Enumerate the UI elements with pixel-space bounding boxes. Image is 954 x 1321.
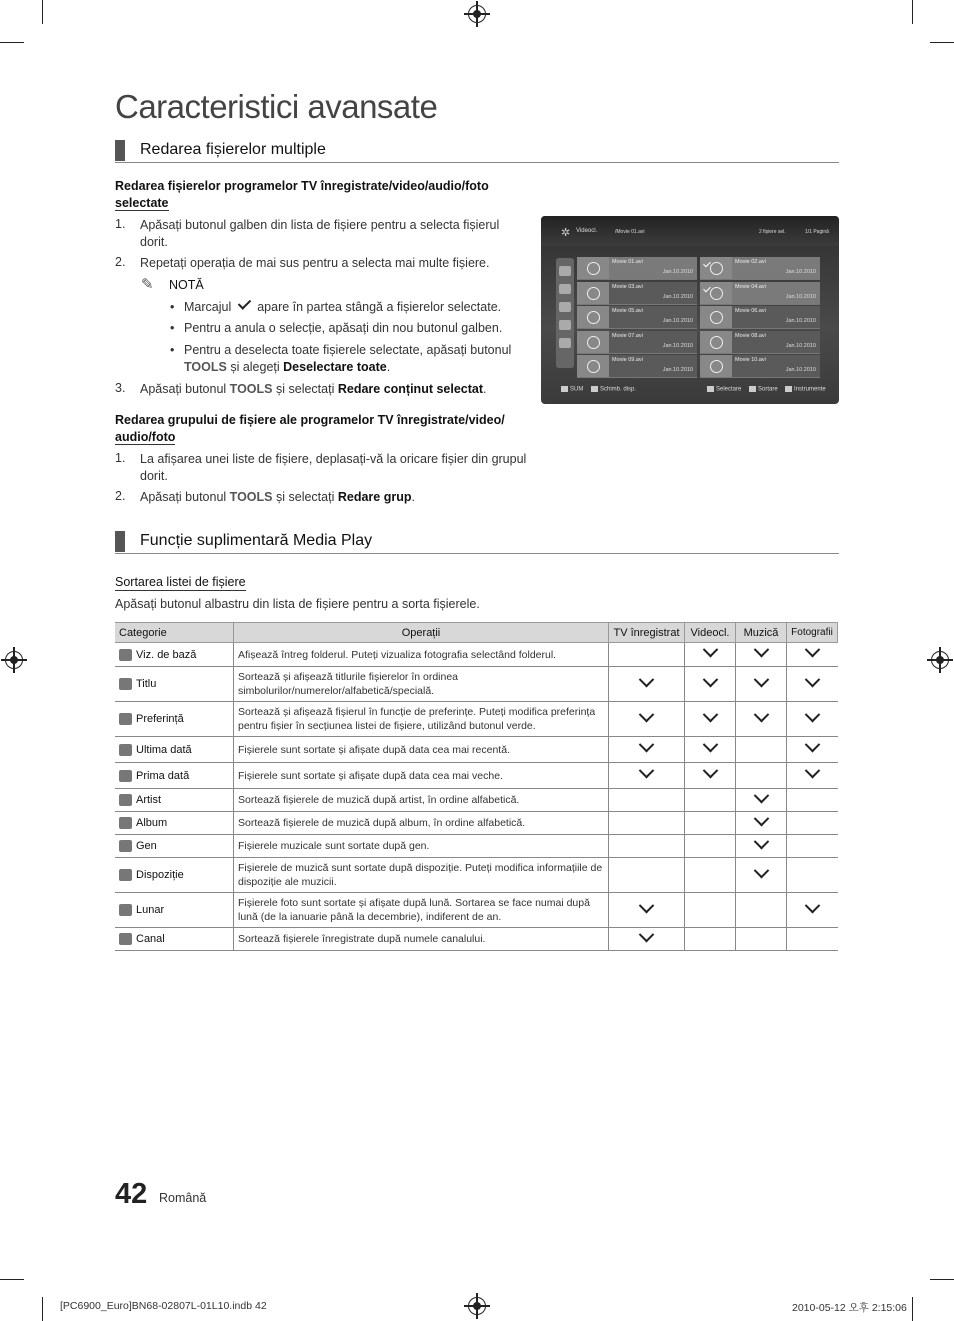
step-bold: Redare grup [337,490,412,504]
table-header-row [115,623,838,643]
tv-file-date: Jan.10.2010 [662,367,693,373]
tv-footer-tools-label: Instrumente [794,386,826,393]
check-icon [753,833,769,849]
category [119,743,229,757]
crop-mark [0,42,24,43]
tv-page: 1/1 Pagină [805,229,829,235]
table-row [115,667,838,702]
col-header: Categorie [115,623,234,643]
section-heading [115,140,839,163]
category [119,677,229,691]
tv-file-item[interactable] [577,257,697,280]
registration-mark-icon [5,651,23,669]
table-row [115,737,838,763]
date-icon [559,320,571,330]
step-number: 1. [115,451,126,465]
check-icon [804,763,820,779]
tv-file-name: Movie 07.avi [612,332,643,339]
section-bar [115,531,125,552]
operation-cell: Sortează fișierele înregistrate după numele canalului. [234,928,609,951]
check-icon [702,706,718,722]
check-icon [639,763,655,779]
support-cell-tv [609,763,685,789]
category [119,648,229,662]
checkmark-icon [238,296,251,309]
step-text-line: Apăsați butonul galben din lista de fișiere pentru a selecta fișierul [140,218,500,232]
step-text [140,381,487,398]
category-label: Artist [136,794,162,806]
check-icon [753,706,769,722]
support-cell-vid [685,789,736,812]
category-cell [115,789,234,812]
tv-path: /Movie 01.avi [615,229,645,235]
support-cell-vid [685,667,736,702]
subsection-title [115,574,246,591]
category-cell [115,835,234,858]
support-cell-mus [736,702,787,737]
support-cell-tv [609,702,685,737]
film-reel-icon [587,360,600,373]
registration-mark-icon [468,5,486,23]
category [119,816,229,830]
section-heading [115,531,839,554]
note-icon: ✎ [141,276,154,293]
category-label: Gen [136,840,157,852]
check-icon [804,737,820,753]
tv-file-name: Movie 03.avi [612,283,643,290]
support-cell-mus [736,643,787,667]
check-icon [702,737,718,753]
support-cell-vid [685,835,736,858]
operation-cell: Sortează și afișează titlurile fișierelor în ordinea simbolurilor/numerelor/alfabetică/specială. [234,667,609,702]
channel-icon [119,933,132,945]
support-cell-tv [609,737,685,763]
tv-footer-change-label: Schimb. disp. [600,386,637,393]
crop-mark [42,0,43,24]
film-reel-icon [587,262,600,275]
tv-footer-sort [749,386,778,393]
operation-cell: Fișierele sunt sortate și afișate după data cea mai recentă. [234,737,609,763]
page-language: Română [159,1191,207,1205]
category-cell [115,667,234,702]
support-cell-foto [787,812,838,835]
category [119,712,229,726]
support-cell-mus [736,737,787,763]
support-cell-mus [736,667,787,702]
check-icon [804,706,820,722]
category [119,903,229,917]
bullet-dot: • [170,300,175,314]
support-cell-tv [609,858,685,893]
bullet-text-part: . [386,360,391,374]
tv-file-date: Jan.10.2010 [785,342,816,349]
thumbnail [700,355,732,377]
category-label: Ultima dată [136,743,192,756]
video-icon: ✲ [561,227,571,239]
tv-file-date: Jan.10.2010 [662,318,693,324]
support-cell-foto [787,667,838,702]
table-row [115,789,838,812]
table-row [115,643,838,667]
tv-file-date: Jan.10.2010 [662,342,693,349]
support-cell-mus [736,928,787,951]
operation-cell: Fișierele de muzică sunt sortate după dispoziție. Puteți modifica informațiile de dispoziție ale muzicii. [234,858,609,893]
support-cell-mus [736,893,787,928]
thumbnail [577,257,609,279]
tv-file-date: Jan.10.2010 [662,269,693,275]
folder-icon [119,649,132,661]
subsection-title-line: selectate [115,196,169,210]
tv-file-item[interactable] [700,306,820,329]
tv-file-name: Movie 06.avi [735,308,766,314]
support-cell-tv [609,835,685,858]
tv-footer-left [561,386,583,393]
a-key-icon [591,386,598,392]
page-title: Caracteristici avansate [115,88,438,125]
tv-selected-count: 2 fișiere sel. [759,229,786,235]
support-cell-tv [609,643,685,667]
support-cell-tv [609,667,685,702]
step-text-line: dorit. [140,235,168,249]
title-icon [119,678,132,690]
check-icon [753,810,769,826]
film-reel-icon [710,360,723,373]
check-icon [702,671,718,687]
tv-category-sidebar [556,258,574,368]
support-cell-tv [609,893,685,928]
intro-text: Apăsați butonul albastru din lista de fișiere pentru a sorta fișierele. [115,597,480,611]
crop-mark [912,0,913,24]
tv-file-item[interactable] [700,355,820,378]
check-icon [639,926,655,942]
subsection-title [115,412,515,446]
category-cell [115,702,234,737]
crop-mark [912,1297,913,1321]
bullet-text [184,299,501,316]
support-cell-mus [736,835,787,858]
tv-file-name: Movie 05.avi [612,308,643,314]
crop-mark [930,42,954,43]
thumbnail [700,257,732,279]
support-cell-vid [685,893,736,928]
film-reel-icon [710,287,723,300]
category-cell [115,737,234,763]
category-cell [115,763,234,789]
tv-footer-select [707,386,741,393]
date-icon [559,302,571,312]
c-key-icon [707,386,714,392]
category-label: Canal [136,933,165,945]
category [119,769,229,783]
category-label: Preferință [136,713,184,725]
artist-icon [119,794,132,806]
subsection-title [115,178,515,212]
tv-footer-sort-label: Sortare [758,386,778,393]
footer-timestamp: 2010-05-12 오후 2:15:06 [792,1302,907,1314]
film-reel-icon [710,262,723,275]
operation-cell: Sortează fișierele de muzică după album, în ordine alfabetică. [234,812,609,835]
category-label: Dispoziție [136,869,184,881]
calendar-icon [119,744,132,756]
table-row [115,928,838,951]
tv-file-name: Movie 01.avi [612,259,643,265]
col-header: Muzică [736,623,787,643]
bullet-dot: • [170,343,175,357]
support-cell-foto [787,702,838,737]
bullet-text-part: apare în partea stângă a fișierelor selectate. [257,300,502,314]
tools-key: TOOLS [184,360,227,374]
note-label: NOTĂ [169,278,204,292]
support-cell-foto [787,858,838,893]
table-row [115,763,838,789]
tv-file-item[interactable] [700,331,820,354]
support-cell-foto [787,893,838,928]
channel-icon [559,338,571,348]
d-key-icon [749,386,756,392]
month-icon [119,904,132,916]
category-cell [115,893,234,928]
support-cell-vid [685,928,736,951]
operation-cell: Sortează fișierele de muzică după artist, în ordine alfabetică. [234,789,609,812]
check-icon [753,642,769,658]
support-cell-foto [787,835,838,858]
thumbnail [577,355,609,377]
operation-cell: Fișierele sunt sortate și afișate după data cea mai veche. [234,763,609,789]
support-cell-mus [736,789,787,812]
film-reel-icon [587,336,600,349]
check-icon [639,706,655,722]
crop-mark [0,1279,24,1280]
category-cell [115,928,234,951]
thumbnail [577,282,609,304]
folder-icon [559,266,571,276]
page-number: 42 [115,1178,148,1210]
bullet-text: Pentru a anula o selecție, apăsați din nou butonul galben. [184,321,503,335]
film-reel-icon [587,287,600,300]
film-reel-icon [710,336,723,349]
subsection-title-text: Sortarea listei de fișiere [115,575,246,589]
category-label: Lunar [136,904,165,916]
thumbnail [577,306,609,328]
category-cell [115,812,234,835]
mood-icon [119,869,132,881]
tv-footer-change [591,386,636,393]
tools-icon [785,386,792,392]
category [119,839,229,853]
support-cell-tv [609,812,685,835]
check-icon [753,671,769,687]
table-row [115,893,838,928]
category-label: Titlu [136,678,157,690]
star-icon [119,713,132,725]
genre-icon [119,840,132,852]
album-icon [119,817,132,829]
step-bold: Redare conținut selectat [337,382,484,396]
crop-mark [42,1297,43,1321]
support-cell-vid [685,763,736,789]
support-cell-vid [685,643,736,667]
step-text-line: dorit. [140,469,168,483]
bullet-text-line: Pentru a deselecta toate fișierele selectate, apăsați butonul [184,343,512,357]
support-cell-mus [736,763,787,789]
support-cell-vid [685,858,736,893]
tv-screenshot [541,216,839,404]
title-icon [559,284,571,294]
tv-file-date: Jan.10.2010 [785,269,816,275]
registration-mark-icon [931,651,949,669]
category [119,868,229,882]
subsection-title-line: Redarea fișierelor programelor TV înregistrate/video/audio/foto [115,179,489,193]
tv-file-date: Jan.10.2010 [785,293,816,300]
bullet-text [184,342,524,376]
film-reel-icon [587,311,600,324]
bullet-text-part: Marcajul [184,300,232,314]
tv-file-item[interactable] [700,257,820,280]
step-number: 3. [115,381,126,395]
operation-cell: Sortează și afișează fișierul în funcție de preferințe. Puteți modifica preferința pentru fișier în secțiunea listei de fișiere, utilizând butonul verde. [234,702,609,737]
check-icon [639,737,655,753]
section-title: Redarea fișierelor multiple [140,141,326,158]
support-cell-foto [787,643,838,667]
col-header: TV înregistrat [609,623,685,643]
support-cell-foto [787,789,838,812]
support-cell-tv [609,789,685,812]
tv-footer-sum: SUM [570,386,584,393]
bullet-text-part: și alegeți [230,360,280,374]
col-header: Videocl. [685,623,736,643]
tv-footer [561,383,833,395]
thumbnail [700,306,732,328]
tv-file-date: Jan.10.2010 [785,318,816,324]
table-row [115,812,838,835]
step-text [140,217,520,251]
calendar-icon [119,770,132,782]
step-text-part: . [483,382,487,396]
check-icon [753,787,769,803]
support-cell-vid [685,812,736,835]
film-reel-icon [710,311,723,324]
table-row [115,858,838,893]
step-text-part: și selectați [276,382,335,396]
section-bar [115,140,125,161]
tv-footer-tools [785,386,826,393]
step-text [140,451,530,485]
support-cell-vid [685,702,736,737]
tv-file-name: Movie 09.avi [612,357,643,363]
category-cell [115,643,234,667]
support-cell-foto [787,928,838,951]
tv-title: Videocl. [576,228,598,234]
check-icon [639,671,655,687]
operation-cell: Afișează întreg folderul. Puteți vizualiza fotografia selectând folderul. [234,643,609,667]
sum-icon [561,386,568,392]
col-header: Operații [234,623,609,643]
check-icon [702,642,718,658]
category-cell [115,858,234,893]
tv-file-name: Movie 04.avi [735,283,766,290]
step-text-part: . [411,490,415,504]
tv-file-item[interactable] [577,282,697,305]
sort-table [115,622,838,951]
tools-key: TOOLS [229,382,273,396]
tv-file-item[interactable] [577,355,697,378]
step-text-part: Apăsați butonul [140,382,227,396]
operation-cell: Fișierele muzicale sunt sortate după gen. [234,835,609,858]
support-cell-foto [787,737,838,763]
support-cell-mus [736,812,787,835]
category [119,932,229,946]
crop-mark [930,1279,954,1280]
category-label: Prima dată [136,769,190,782]
step-number: 2. [115,489,126,503]
tv-file-name: Movie 10.avi [735,357,766,363]
step-text-part: și selectați [276,490,335,504]
thumbnail [700,331,732,353]
check-icon [639,897,655,913]
footer-file-info: [PC6900_Euro]BN68-02807L-01L10.indb 42 [60,1300,267,1312]
col-header: Fotografii [787,623,838,643]
check-icon [804,671,820,687]
support-cell-vid [685,737,736,763]
subsection-title-line: audio/foto [115,430,176,444]
step-number: 2. [115,255,126,269]
tv-file-item[interactable] [700,282,820,305]
step-text: Repetați operația de mai sus pentru a selecta mai multe fișiere. [140,256,490,270]
tv-file-name: Movie 08.avi [735,332,766,339]
table-row [115,702,838,737]
thumbnail [577,331,609,353]
step-text-line: La afișarea unei liste de fișiere, deplasați-vă la oricare fișier din grupul [140,452,527,466]
tv-file-name: Movie 02.avi [735,259,766,265]
bullet-bold: Deselectare toate [283,360,387,374]
tv-file-item[interactable] [577,306,697,329]
tv-footer-select-label: Selectare [716,386,742,393]
table-row [115,835,838,858]
category-label: Album [136,817,168,829]
support-cell-mus [736,858,787,893]
support-cell-foto [787,763,838,789]
category-label: Viz. de bază [136,648,197,661]
operation-cell: Fișierele foto sunt sortate și afișate după lună. Sortarea se face numai după lună (de la ianuarie până la decembrie), indiferent de an. [234,893,609,928]
tv-file-item[interactable] [577,331,697,354]
tv-file-date: Jan.10.2010 [662,293,693,300]
section-title: Funcție suplimentară Media Play [140,532,373,549]
thumbnail [700,282,732,304]
registration-mark-icon [468,1297,486,1315]
category [119,793,229,807]
bullet-text-line [184,359,524,376]
check-icon [753,862,769,878]
check-icon [702,763,718,779]
subsection-title-line: Redarea grupului de fișiere ale programelor TV înregistrate/video/ [115,413,505,427]
step-number: 1. [115,217,126,231]
tv-file-date: Jan.10.2010 [785,367,816,373]
support-cell-tv [609,928,685,951]
tools-key: TOOLS [229,490,273,504]
check-icon [804,897,820,913]
step-text [140,489,415,506]
check-icon [804,642,820,658]
bullet-dot: • [170,321,175,335]
step-text-part: Apăsați butonul [140,490,227,504]
